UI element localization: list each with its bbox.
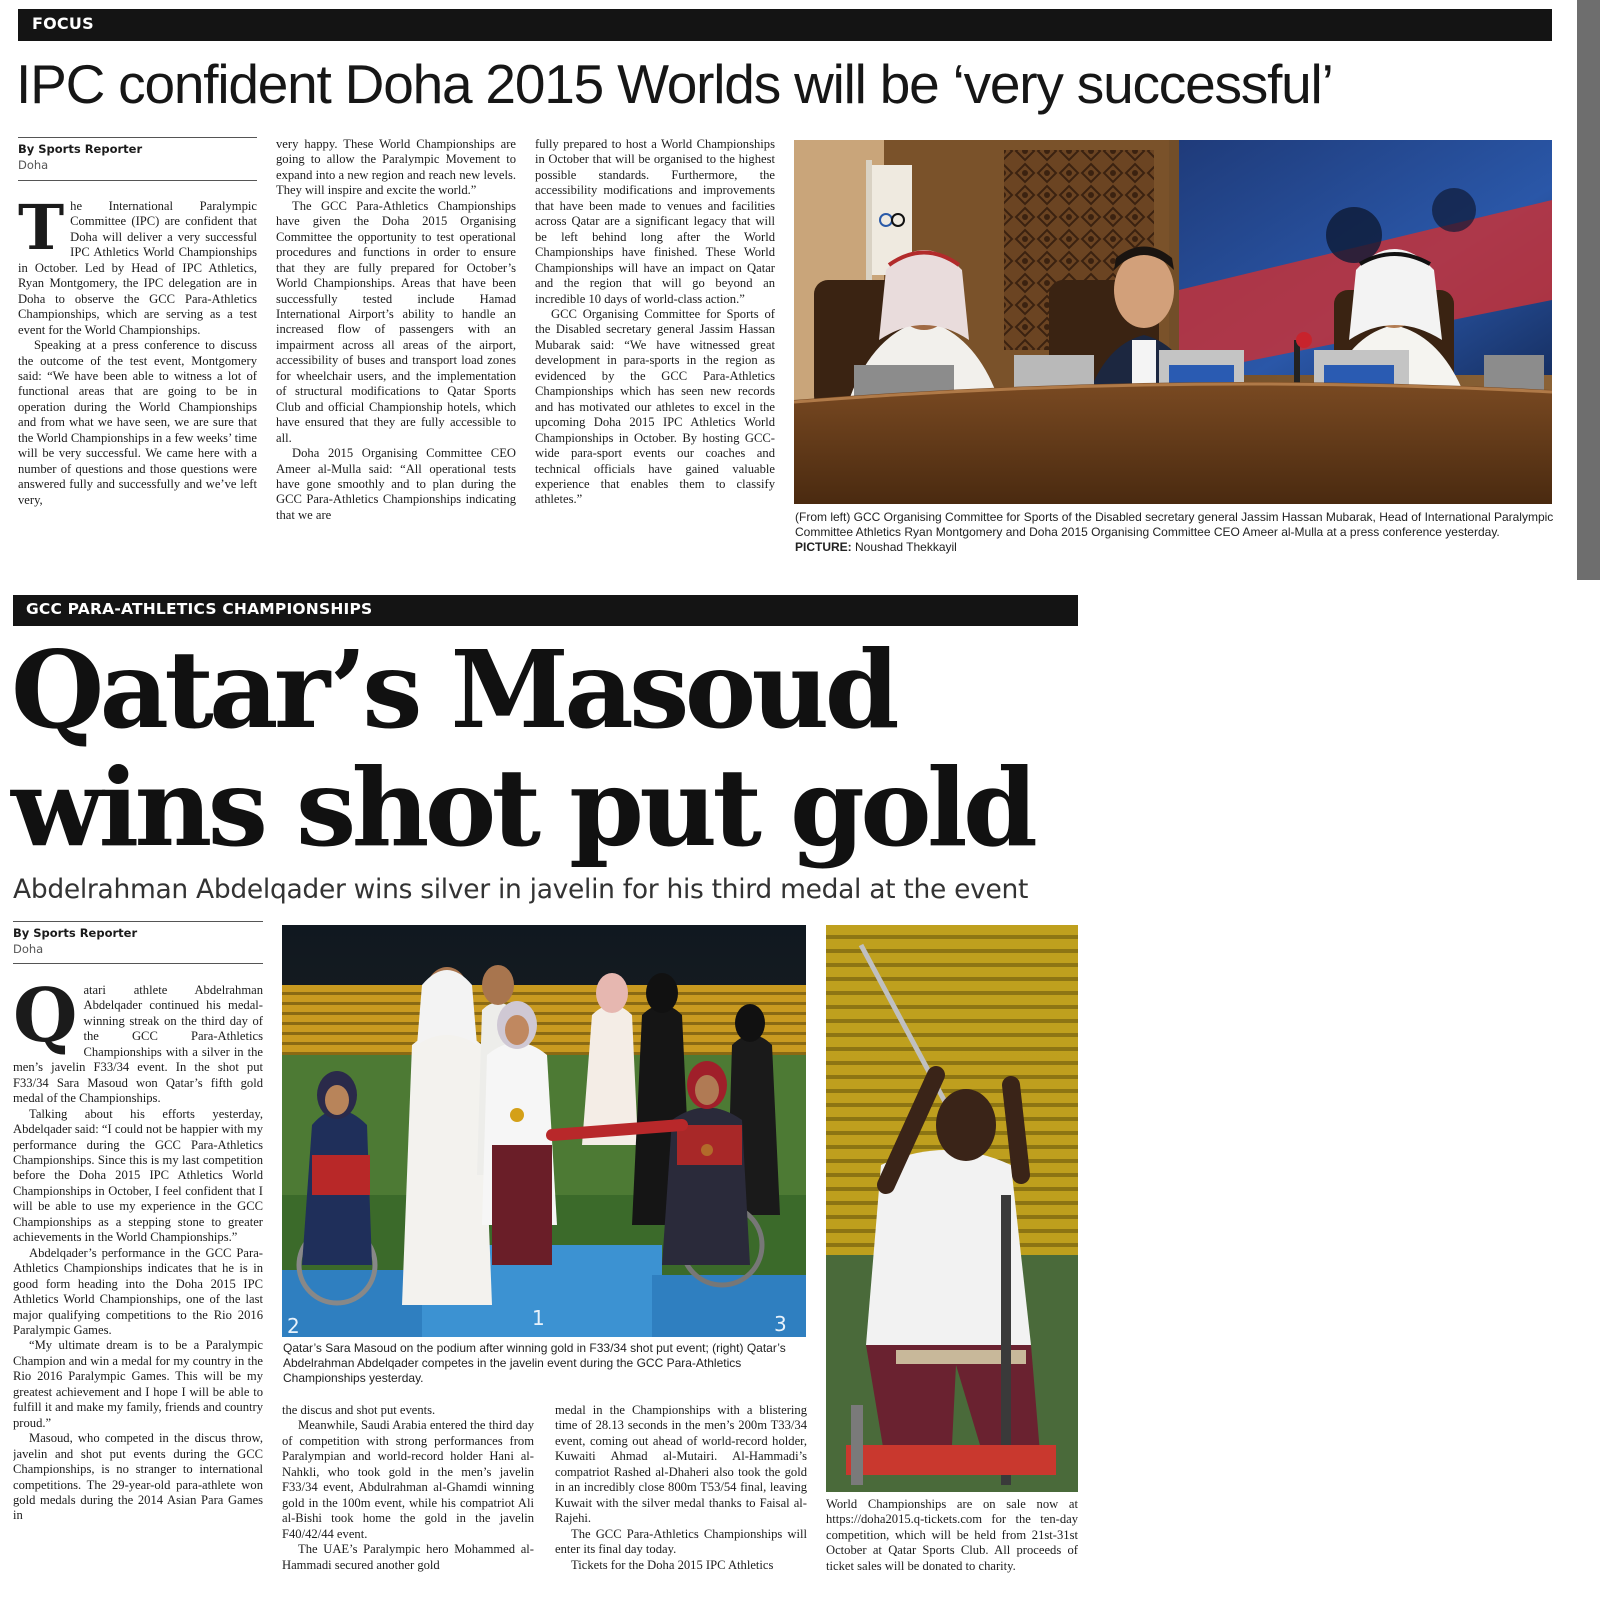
podium-photo — [282, 925, 806, 1337]
dropcap: T — [18, 199, 65, 264]
credit-name: Noushad Thekkayil — [855, 540, 957, 554]
paragraph: Talking about his efforts yesterday, Abdelqader said: “I could not be happier with my performance during the GCC Para-Athletics Championships. Since this is my last competition before the Doha 2015 IPC Athletics World Championships in October, I feel confident that I will be able to use my experience in the GCC Championships as a stepping stone to greater achievements in the World Championships.” — [13, 1106, 263, 1245]
paragraph: medal in the Championships with a blistering time of 28.13 seconds in the men’s 200m T33/34 event, coming out ahead of world-record holder, Kuwaiti Ahmad al-Mutairi. Al-Hammadi’s compatriot Rashed al-Dhaheri also took the gold in an incredibly close 800m T53/54 final, leaving Kuwait with the silver medal thanks to Faisal al-Rajehi. — [555, 1403, 807, 1526]
paragraph: World Championships are on sale now at https://doha2015.q-tickets.com for the ten-day competition, which will be held from 21st-31st October at Qatar Sports Club. All proceeds of ticket sales will be donated to charity. — [826, 1497, 1078, 1573]
paragraph: The UAE’s Paralympic hero Mohammed al-Hammadi secured another gold — [282, 1542, 534, 1572]
paragraph: the discus and shot put events. — [282, 1403, 436, 1417]
story1-column-3 — [535, 137, 775, 559]
paragraph: “My ultimate dream is to be a Paralympic Champion and win a medal for my country in the Rio 2016 Paralympic Games. This will be my greatest achievement and I hope I will be able to fulfill it and make my family, friends and country proud.” — [13, 1338, 263, 1430]
section-band-focus — [18, 9, 1552, 41]
paragraph: GCC Organising Committee for Sports of the Disabled secretary general Jassim Hassan Mubarak said: “We have witnessed great development in para-sports in the region as evidenced by the GCC Para-Athletics Championships which has seen new records and has motivated our athletes to excel in the upcoming Doha 2015 IPC Athletics World Championships in October. By hosting GCC-wide para-sport events our coaches and technical officials have gained valuable experience that enables them to classify athletes.” — [535, 306, 775, 507]
paragraph: Abdelqader’s performance in the GCC Para-Athletics Championships indicates that he is in good form heading into the Doha 2015 IPC Athletics World Championships, one of the last major qualifying competitions to the Rio 2016 Paralympic Games. — [13, 1245, 263, 1337]
section-band-gcc — [13, 595, 1078, 626]
subheadline: Abdelrahman Abdelqader wins silver in javelin for his third medal at the event — [13, 874, 1029, 905]
javelin-photo — [826, 925, 1078, 1492]
paragraph: fully prepared to host a World Championships in October that will be organised to the highest possible standards. Furthermore, the accessibility modifications and improvements that have been made to venues and facilities across Qatar are a significant legacy that will be left behind long after the World Championships have finished. These World Championships will have an impact on Qatar and the region that will go beyond an incredible 10 days of world-class action.” — [535, 137, 775, 306]
paragraph: very happy. These World Championships are going to allow the Paralympic Movement to expand into a new region and reach new levels. They will inspire and excite the world.” — [276, 137, 516, 198]
headline: IPC confident Doha 2015 Worlds will be ‘very successful’ — [16, 53, 1333, 115]
byline: By Sports Reporter — [18, 142, 143, 156]
story1-column-1 — [18, 199, 257, 559]
credit-label: PICTURE: — [795, 540, 852, 554]
podium-photo-caption: Qatar’s Sara Masoud on the podium after winning gold in F33/34 shot put event; (right) Qatar’s Abdelrahman Abdelqader competes in the javelin event during the GCC Para-Athletics Championships yesterday. — [283, 1341, 786, 1385]
press-conference-photo — [794, 140, 1552, 504]
dateline: Doha — [13, 942, 44, 956]
story2-column-2 — [282, 1403, 534, 1588]
paragraph: Masoud, who competed in the discus throw, javelin and shot put events during the GCC Championships, is no stranger to international competitions. The 29-year-old para-athlete won gold medals during the 2014 Asian Para Games in — [13, 1431, 263, 1523]
headline-line-2: wins shot put gold — [11, 746, 1034, 871]
story2-column-1 — [13, 983, 263, 1588]
podium-number-2: 2 — [287, 1314, 300, 1337]
podium-number-3: 3 — [774, 1312, 787, 1336]
headline-line-1: Qatar’s Masoud — [11, 628, 895, 753]
paragraph: atari athlete Abdelrahman Abdelqader continued his medal-winning streak on the third day of the GCC Para-Athletics Championships with a silver in the men’s javelin F33/34 event. In the shot put F33/34 Sara Masoud won Qatar’s fifth gold medal of the Championships. — [13, 983, 263, 1106]
caption-text: (From left) GCC Organising Committee for Sports of the Disabled secretary general Jassim Hassan Mubarak, Head of International Paralympic Committee Athletics Ryan Montgomery and Doha 2015 Organising Committee CEO Ameer al-Mulla at a press conference yesterday. — [795, 510, 1554, 539]
byline-block — [18, 137, 257, 138]
byline-rule-bottom — [13, 963, 263, 964]
paragraph: The GCC Para-Athletics Championships will enter its final day today. — [555, 1526, 807, 1557]
paragraph: Tickets for the Doha 2015 IPC Athletics — [571, 1557, 774, 1572]
podium-number-1: 1 — [532, 1306, 545, 1330]
section-label: FOCUS — [32, 14, 94, 33]
paragraph: The GCC Para-Athletics Championships have given the Doha 2015 Organising Committee the opportunity to test operational procedures and functions in order to ensure that they are fully prepared for October’s World Championships. Areas that have been successfully tested include Hamad International Airport’s ability to handle an increased flow of passengers with an impairment across all areas of the airport, accessibility of buses and transport load zones for wheelchair users, and the implementation of structural modifications to Qatar Sports Club and official Championship hotels, which have ensured that they are fully accessible to all. — [276, 198, 516, 445]
paragraph: Speaking at a press conference to discuss the outcome of the test event, Montgomery said: “We have been able to witness a lot of functional areas that are going to be in operation during the World Championships and from what we have seen, we are sure that the World Championships in a few weeks’ time will be very successful. We came here with a number of questions and those questions were answered fully and successfully and we’ve left very, — [18, 338, 257, 507]
dropcap: Q — [13, 983, 78, 1059]
paragraph: Meanwhile, Saudi Arabia entered the third day of competition with strong performances from Paralympian and world-record holder Hani al-Nahkli, who took gold in the men’s javelin F33/34 event, Abdulrahman al-Ghamdi winning gold in the 100m event, while his compatriot Ali al-Bishi took home the gold in the javelin F40/42/44 event. — [282, 1418, 534, 1541]
story2-column-4 — [826, 1497, 1078, 1589]
byline-rule-top — [13, 921, 263, 922]
story2-column-3 — [555, 1403, 807, 1588]
paragraph: he International Paralympic Committee (IPC) are confident that Doha will deliver a very successful IPC Athletics World Championships in October. Led by Head of IPC Athletics, Ryan Montgomery, the IPC delegation are in Doha to observe the GCC Para-Athletics Championships, which are serving as a test event for the World Championships. — [18, 199, 257, 337]
byline-rule-bottom — [18, 180, 257, 181]
story1-column-2 — [276, 137, 516, 559]
page-edge-bar — [1577, 0, 1600, 580]
section-label: GCC PARA-ATHLETICS CHAMPIONSHIPS — [26, 600, 373, 618]
byline: By Sports Reporter — [13, 926, 138, 940]
dateline: Doha — [18, 158, 49, 172]
paragraph: Doha 2015 Organising Committee CEO Ameer al-Mulla said: “All operational tests have gone smoothly and to plan during the GCC Para-Athletics Championships indicating that we are — [276, 446, 516, 522]
headline — [11, 628, 1034, 871]
photo-caption — [795, 510, 1555, 555]
